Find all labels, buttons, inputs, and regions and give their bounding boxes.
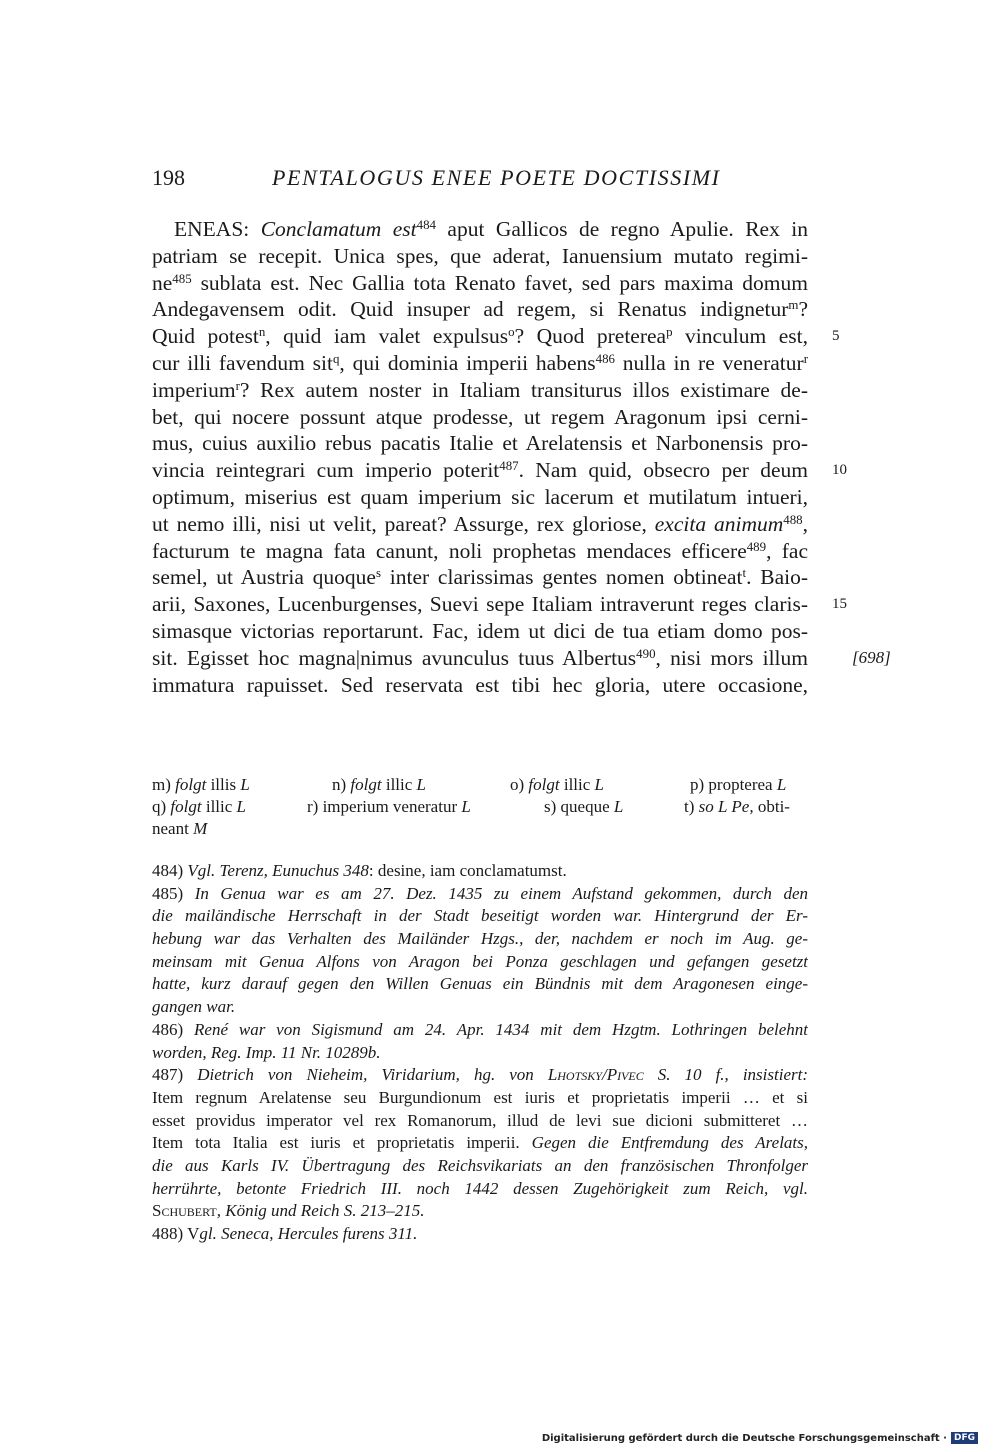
dfg-logo: DFG — [951, 1432, 978, 1444]
text-line: immatura rapuisset. Sed reservata est tibi hec gloria, utere occasione, — [152, 672, 808, 697]
line-number: 5 — [832, 328, 840, 345]
line-number: 10 — [832, 462, 847, 479]
apparatus-row — [152, 796, 808, 818]
text-line: patriam se recepit. Unica spes, que aderat, Ianuensium mutato regimi- — [152, 243, 808, 268]
text-line: Andegavensem odit. Quid insuper ad regem, si Renatus indignetur$^m$? — [152, 297, 808, 322]
footnote-ref[interactable]: 486 — [595, 351, 615, 366]
footnote-486: 486) René war von Sigismund am 24. Apr. 1434 mit dem Hzgtm. Lothringen belehnt — [152, 1019, 808, 1039]
footnote-488: 488) Vgl. Seneca, Hercules furens 311. — [152, 1224, 418, 1243]
footnote-487: 487) Dietrich von Nieheim, Viridarium, hg. von Lhotsky/Pivec S. 10 f., insistiert: — [152, 1065, 808, 1085]
apparatus-ref[interactable]: o — [508, 325, 515, 340]
apparatus-ref[interactable]: r — [803, 351, 808, 366]
apparatus-entry: t) so L Pe, obti- — [684, 797, 790, 816]
footnote-ref[interactable]: 488 — [783, 512, 803, 527]
text-line: ut nemo illi, nisi ut velit, pareat? Assurge, rex gloriose, excita animum$^{488}$, — [152, 511, 808, 536]
footnote-line: esset providus imperator vel rex Romanorum, illud de levi sue dicioni submitteret … — [152, 1110, 808, 1130]
page-reference: [698] — [852, 647, 891, 667]
text-line: simasque victorias reportarunt. Fac, idem ut dici de tua etiam domo pos- — [152, 618, 808, 643]
apparatus-row — [152, 818, 808, 840]
footer-credit — [542, 1432, 978, 1444]
text-line: arii, Saxones, Lucenburgenses, Suevi sepe Italiam intraverunt reges claris- 15 — [152, 592, 847, 617]
page-header — [152, 165, 812, 195]
footnote-line: gangen war. — [152, 997, 236, 1017]
apparatus-entry: s) queque L — [544, 797, 624, 816]
text-line: optimum, miserius est quam imperium sic lacerum et mutilatum intueri, — [152, 484, 808, 509]
apparatus-entry: m) folgt illis L — [152, 775, 250, 794]
apparatus-ref[interactable]: n — [258, 325, 266, 340]
footnote-ref[interactable]: 489 — [746, 539, 767, 554]
footnote-ref[interactable]: 490 — [636, 646, 656, 661]
apparatus-ref[interactable]: m — [788, 298, 799, 313]
text-line: facturum te magna fata canunt, noli prophetas mendaces efficere$^{489}$, fac — [152, 538, 808, 563]
footnote-ref[interactable]: 485 — [172, 271, 192, 286]
text-line: imperium$^r$? Rex autem noster in Italiam transiturus illos existimare de- — [152, 377, 808, 402]
footnote-ref[interactable]: 484 — [416, 217, 436, 232]
footnote-line: Item tota Italia est iuris et proprietatis imperii. Gegen die Entfremdung des Arelats, — [152, 1133, 808, 1153]
main-text — [152, 216, 891, 698]
critical-apparatus — [152, 774, 808, 840]
page-number: 198 — [152, 165, 185, 190]
text-line: cur illi favendum sit$^q$, qui dominia imperii habens$^{486}$ nulla in re veneratur$^r$ — [152, 350, 808, 375]
text-line: Quid potest$^n$, quid iam valet expulsus$^o$? Quod preterea$^p$ vinculum est, 5 — [152, 324, 840, 349]
footnote-line: hebung war das Verhalten des Mailänder Hzgs., der, nachdem er noch im Aug. ge- — [152, 929, 808, 949]
apparatus-ref[interactable]: t — [742, 566, 747, 581]
text-line: $ne^{485}$ sublata est. Nec Gallia tota Renato favet, sed pars maxima domum — [152, 270, 808, 295]
line-number: 15 — [832, 596, 847, 613]
apparatus-entry: p) propterea L — [690, 775, 787, 794]
text-line: sit. Egisset hoc magna|nimus avunculus tuus Albertus$^{490}$, nisi mors illum [698] — [152, 645, 891, 670]
apparatus-entry: r) imperium veneratur L — [307, 797, 471, 816]
footnote-line: die mailändische Herrschaft in der Stadt beseitigt worden war. Hintergrund der Er- — [152, 906, 808, 926]
apparatus-ref[interactable]: p — [666, 325, 673, 340]
apparatus-ref[interactable]: q — [332, 351, 340, 366]
footnotes — [152, 860, 808, 1246]
running-title: PENTALOGUS ENEE POETE DOCTISSIMI — [272, 165, 721, 190]
apparatus-ref[interactable]: r — [235, 378, 240, 393]
footnote-line: worden, Reg. Imp. 11 Nr. 10289b. — [152, 1042, 381, 1062]
apparatus-entry: q) folgt illic L — [152, 797, 247, 816]
text-line: mus, cuius auxilio rebus pacatis Italie et Arelatensis et Narbonensis pro- — [152, 431, 808, 456]
footnote-485: 485) In Genua war es am 27. Dez. 1435 zu einem Aufstand gekommen, durch den — [152, 883, 808, 903]
footnote-line: meinsam mit Genua Alfons von Aragon bei Ponza geschlagen und gefangen gesetzt — [152, 951, 808, 971]
apparatus-entry: neant M — [152, 819, 208, 838]
apparatus-entry: o) folgt illic L — [510, 775, 605, 794]
footnote-line: Item regnum Arelatense seu Burgundionum est iuris et proprietatis imperii … et si — [152, 1087, 808, 1107]
text-line: ENEAS: Conclamatum est$^{484}$ aput Gallicos de regno Apulie. Rex in — [174, 217, 808, 241]
footnote-line: Schubert, König und Reich S. 213–215. — [152, 1201, 425, 1221]
footer-text: Digitalisierung gefördert durch die Deutsche Forschungsgemeinschaft · — [541, 1432, 947, 1444]
apparatus-row — [152, 774, 808, 796]
apparatus-entry: n) folgt illic L — [332, 775, 427, 794]
text-line: semel, ut Austria quoque$^s$ inter clarissimas gentes nomen obtineat$^t$. Baio- — [152, 565, 808, 590]
footnote-484: 484) Vgl. Terenz, Eunuchus 348: desine, iam conclamatumst. — [152, 861, 567, 880]
text-line: vincia reintegrari cum imperio poterit$^{487}$. Nam quid, obsecro per deum 10 — [152, 458, 847, 483]
footnote-ref[interactable]: 487 — [499, 459, 519, 474]
footnote-line: herrührte, betonte Friedrich III. noch 1442 dessen Zugehörigkeit zum Reich, vgl. — [152, 1178, 808, 1198]
footnote-line: hatte, kurz darauf gegen den Willen Genuas ein Bündnis mit dem Aragonesen einge- — [152, 974, 808, 994]
text-line: bet, qui nocere possunt atque prodesse, ut regem Aragonum ipsi cerni- — [152, 404, 808, 429]
apparatus-ref[interactable]: s — [375, 566, 381, 581]
footnote-line: die aus Karls IV. Übertragung des Reichsvikariats an den französischen Thronfolger — [152, 1155, 808, 1175]
